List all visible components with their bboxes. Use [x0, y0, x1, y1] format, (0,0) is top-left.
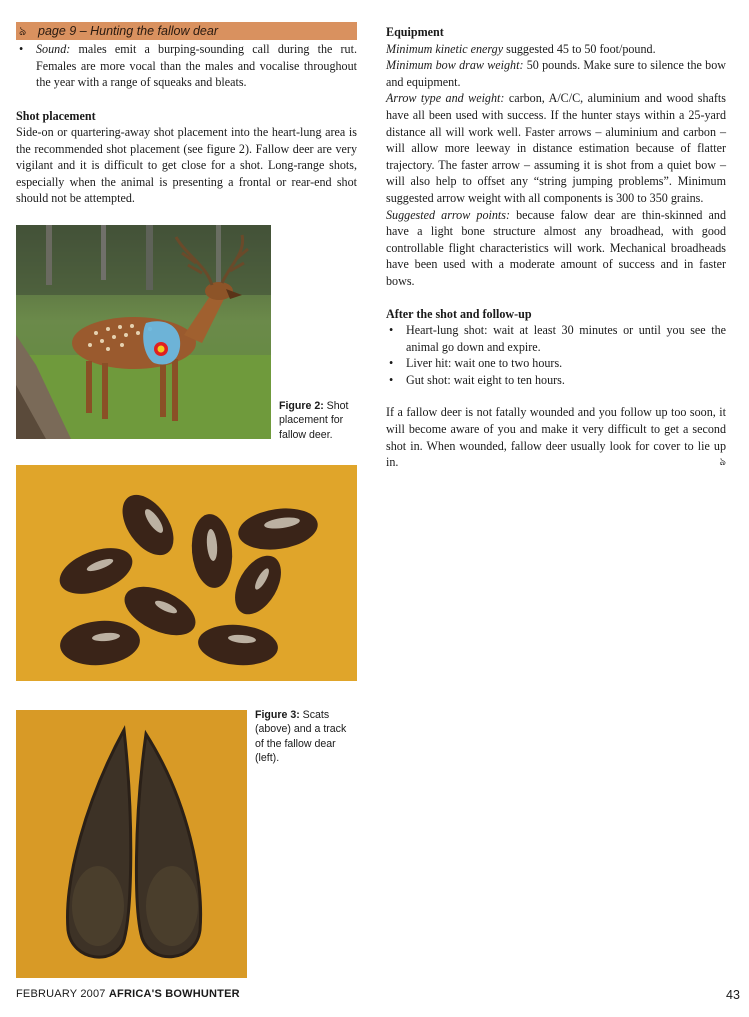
end-mark-icon: ঌ: [719, 456, 726, 469]
arrow-points-label: Suggested arrow points:: [386, 207, 510, 222]
draw-weight-text: 50 pounds. Make sure to silence the bow and equipment.: [386, 58, 726, 89]
arrow-type-label: Arrow type and weight:: [386, 91, 505, 106]
section-header-label: page 9 – Hunting the fallow dear: [38, 24, 218, 38]
bullet-gut: • Gut shot: wait eight to ten hours.: [386, 372, 726, 389]
shot-placement-text: Side-on or quartering-away shot placement into the heart-lung area is the recommended shot placement (see figure 2). Fallow deer are very vigilant and it is difficult to get close for a shot. Long-range shots, especially when the animal is presenting a frontal or rear-end shot should not be attempted.: [16, 125, 357, 206]
kinetic-energy-text: suggested 45 to 50 foot/pound.: [503, 41, 656, 56]
sound-bullet: [16, 41, 357, 91]
figure2-label: Figure 2:: [279, 400, 324, 412]
figure2-text: Shot placement for fallow deer.: [279, 400, 349, 441]
footer-date: FEBRUARY 2007: [16, 988, 109, 1000]
sound-label: Sound:: [36, 42, 71, 56]
after-shot-heading: After the shot and follow-up: [386, 306, 532, 321]
arrow-type-para: [386, 90, 726, 206]
arrow-type-text: carbon, A/C/C, aluminium and wood shafts have all been used with success. If the hunter stays within a 25-yard distance all will work well. Faster arrows – aluminium and carbon – will allow more leeway in distance estimation because of flatter trajectory. The faster arrow – assuming it is shot from a quiet bow – will also help to offset any “string jumping problems”. Minimum suggested arrow weight with all components is 300 to 350 grains.: [386, 91, 726, 205]
figure3-label: Figure 3:: [255, 709, 300, 721]
page-number: 43: [726, 988, 740, 1002]
kinetic-energy-line: [386, 41, 726, 58]
arrow-points-text: because falow dear are thin-skinned and have a light bone structure almost any broadhead, with good controllable flight characteristics will work. Mechanical broadheads have been used with a moderate amount of success and in faster bows.: [386, 207, 726, 288]
kinetic-energy-label: Minimum kinetic energy: [386, 41, 504, 56]
section-header-bar: [16, 22, 357, 40]
footer-issue: [16, 988, 240, 1000]
draw-weight-label: Minimum bow draw weight:: [386, 58, 524, 73]
bowhunter-logo-icon: ঌ: [19, 24, 27, 38]
track-photo: [16, 710, 247, 978]
bullet-heart-lung: • Heart-lung shot: wait at least 30 minutes or until you see the animal go down and expire.: [386, 322, 726, 355]
closing-paragraph: [386, 404, 726, 470]
sound-text: males emit a burping-sounding call during the rut. Females are more vocal than the males and vocalise throughout the year with a range of squeaks and bleats.: [36, 42, 357, 90]
draw-weight-para: [386, 57, 726, 90]
footer-magazine: AFRICA'S BOWHUNTER: [108, 988, 240, 1000]
figure3-text: Scats (above) and a track of the fallow dear (left).: [255, 709, 347, 765]
shot-placement-heading: Shot placement: [16, 109, 96, 123]
closing-text: If a fallow deer is not fatally wounded and you follow up too soon, it will become aware of you and make it very difficult to get a second shot in. When wounded, fallow deer usually look for cover to lie up in.: [386, 405, 726, 470]
figure3-caption: [255, 708, 357, 766]
scats-photo: [16, 465, 357, 681]
deer-photo: [16, 225, 271, 439]
arrow-points-para: [386, 207, 726, 290]
figure2-caption: [279, 399, 357, 442]
bullet-liver: • Liver hit: wait one to two hours.: [386, 355, 726, 372]
equipment-heading: Equipment: [386, 25, 444, 39]
right-column: [386, 24, 726, 471]
